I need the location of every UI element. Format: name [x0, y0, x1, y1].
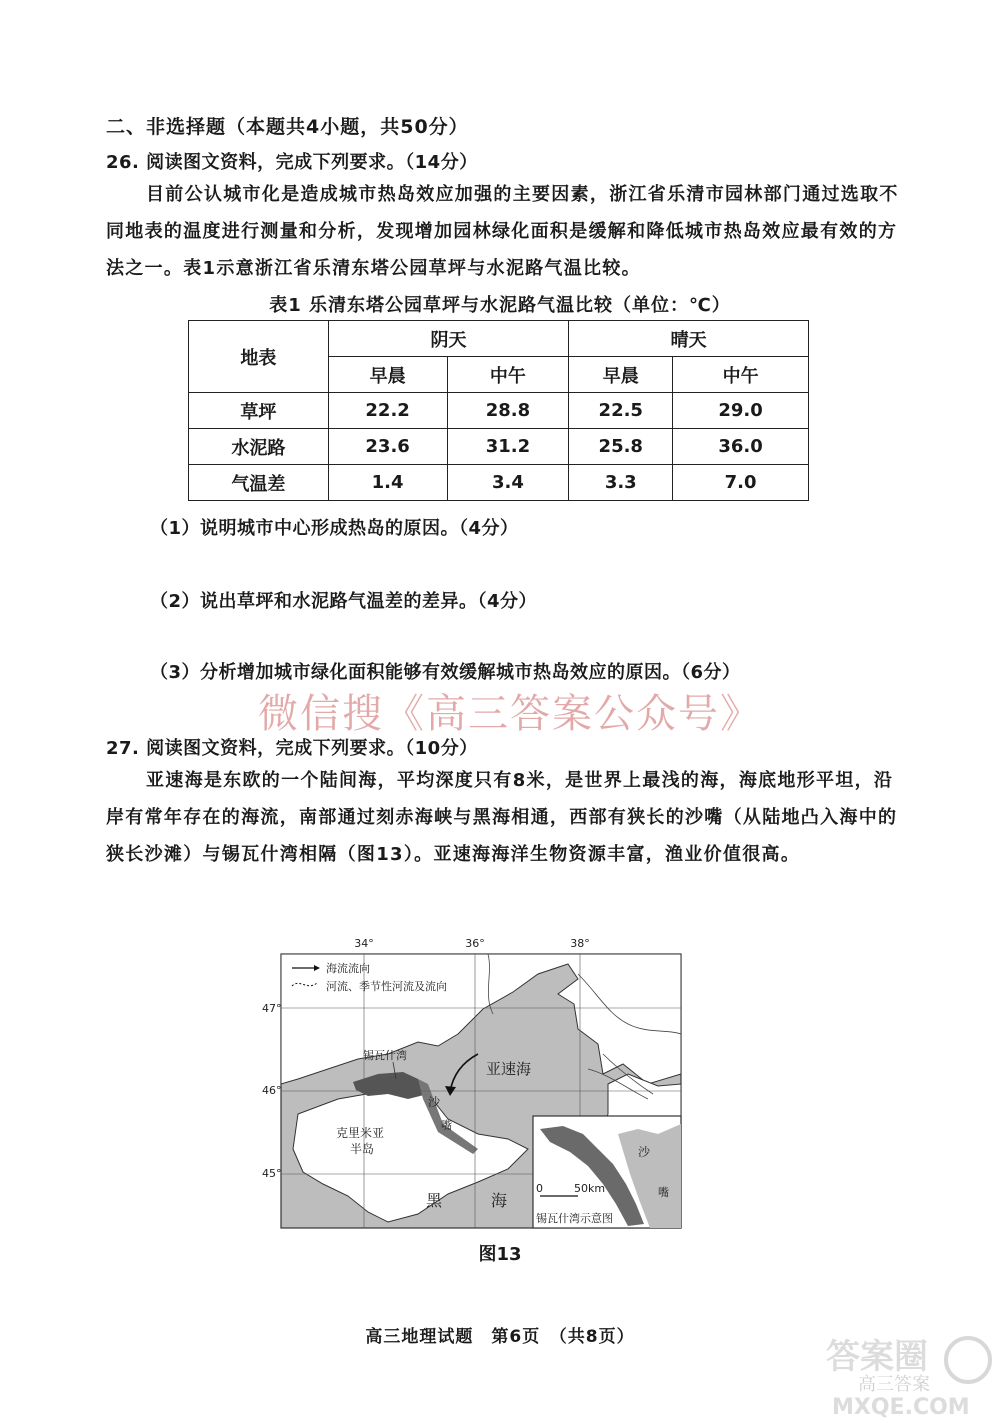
table-subheader: 早晨: [569, 357, 673, 393]
sub-question-3: （3）分析增加城市绿化面积能够有效缓解城市热岛效应的原因。（6分）: [150, 662, 741, 683]
question-26-title: 26. 阅读图文资料，完成下列要求。（14分）: [106, 152, 478, 173]
label-crimea-2: 半岛: [350, 1142, 375, 1156]
section-title: 二、非选择题（本题共4小题，共50分）: [106, 116, 469, 138]
longitude-label: 36°: [465, 937, 485, 950]
sub-question-1: （1）说明城市中心形成热岛的原因。（4分）: [150, 518, 519, 539]
table-cell: 23.6: [328, 429, 447, 465]
logo-line3: MXQE.COM: [832, 1395, 970, 1420]
table-group-cloudy: 阴天: [328, 321, 569, 357]
page-footer: 高三地理试题 第6页 （共8页）: [365, 1327, 635, 1347]
inset-scale-label: 50km: [574, 1182, 606, 1195]
latitude-label: 46°: [262, 1084, 282, 1097]
row-label: 草坪: [189, 393, 329, 429]
label-black-sea-2: 海: [491, 1191, 508, 1210]
table-cell: 22.2: [328, 393, 447, 429]
inset-title: 锡瓦什湾示意图: [536, 1212, 613, 1225]
table-cell: 3.3: [569, 465, 673, 501]
table-subheader: 中午: [447, 357, 569, 393]
question-27-title: 27. 阅读图文资料，完成下列要求。（10分）: [106, 738, 478, 759]
table-corner-header: 地表: [189, 321, 329, 393]
table-cell: 36.0: [673, 429, 809, 465]
row-label: 水泥路: [189, 429, 329, 465]
table-group-sunny: 晴天: [569, 321, 809, 357]
table-row: [189, 465, 809, 501]
logo-line2: 高三答案: [858, 1374, 930, 1395]
temperature-table: [188, 320, 809, 501]
table-subheader: 早晨: [328, 357, 447, 393]
sub-question-2: （2）说出草坪和水泥路气温差的差异。（4分）: [150, 591, 538, 612]
label-crimea-1: 克里米亚: [336, 1126, 385, 1140]
table-subheader: 中午: [673, 357, 809, 393]
table-cell: 7.0: [673, 465, 809, 501]
label-spit-1: 沙: [428, 1095, 441, 1109]
table-caption: 表1 乐清东塔公园草坪与水泥路气温比较（单位：℃）: [269, 295, 731, 316]
table-cell: 25.8: [569, 429, 673, 465]
inset-scale-zero: 0: [536, 1182, 543, 1195]
label-sivash-bay: 锡瓦什湾: [363, 1049, 407, 1062]
label-azov-sea: 亚速海: [486, 1060, 532, 1078]
table-cell: 31.2: [447, 429, 569, 465]
table-row: [189, 429, 809, 465]
figure-caption: 图13: [478, 1244, 522, 1265]
legend-current: 海流流向: [326, 962, 370, 975]
latitude-label: 47°: [262, 1002, 282, 1015]
table-cell: 3.4: [447, 465, 569, 501]
inset-map: [533, 1116, 681, 1228]
watermark: 微信搜《高三答案公众号》: [258, 691, 762, 737]
table-cell: 1.4: [328, 465, 447, 501]
corner-logo-svg: [818, 1330, 998, 1419]
logo-line1: 答案圈: [826, 1337, 928, 1377]
inset-label-spit-1: 沙: [638, 1145, 651, 1159]
map-svg: [262, 934, 688, 1234]
inset-label-spit-2: 嘴: [658, 1186, 669, 1199]
longitude-label: 34°: [354, 937, 374, 950]
table-header-row: [189, 321, 809, 357]
question-27-paragraph: 亚速海是东欧的一个陆间海，平均深度只有8米，是世界上最浅的海，海底地形平坦，沿岸有常年存在的海流，南部通过刻赤海峡与黑海相通，西部有狭长的沙嘴（从陆地凸入海中的狭长沙滩）与锡瓦什湾相隔（图13）。亚速海海洋生物资源丰富，渔业价值很高。: [106, 770, 898, 865]
table-cell: 28.8: [447, 393, 569, 429]
legend-rivers: 河流、季节性河流及流向: [326, 980, 447, 993]
label-black-sea-1: 黑: [426, 1191, 443, 1210]
label-spit-2: 嘴: [441, 1119, 452, 1132]
table-cell: 22.5: [569, 393, 673, 429]
table-row: [189, 393, 809, 429]
question-26-paragraph: 目前公认城市化是造成城市热岛效应加强的主要因素，浙江省乐清市园林部门通过选取不同地表的温度进行测量和分析，发现增加园林绿化面积是缓解和降低城市热岛效应最有效的方法之一。表1示意浙江省乐清东塔公园草坪与水泥路气温比较。: [106, 184, 899, 279]
table-cell: 29.0: [673, 393, 809, 429]
longitude-label: 38°: [570, 937, 590, 950]
row-label: 气温差: [189, 465, 329, 501]
corner-logo: [818, 1330, 998, 1419]
latitude-label: 45°: [262, 1167, 282, 1180]
azov-sea-map: [262, 934, 688, 1234]
